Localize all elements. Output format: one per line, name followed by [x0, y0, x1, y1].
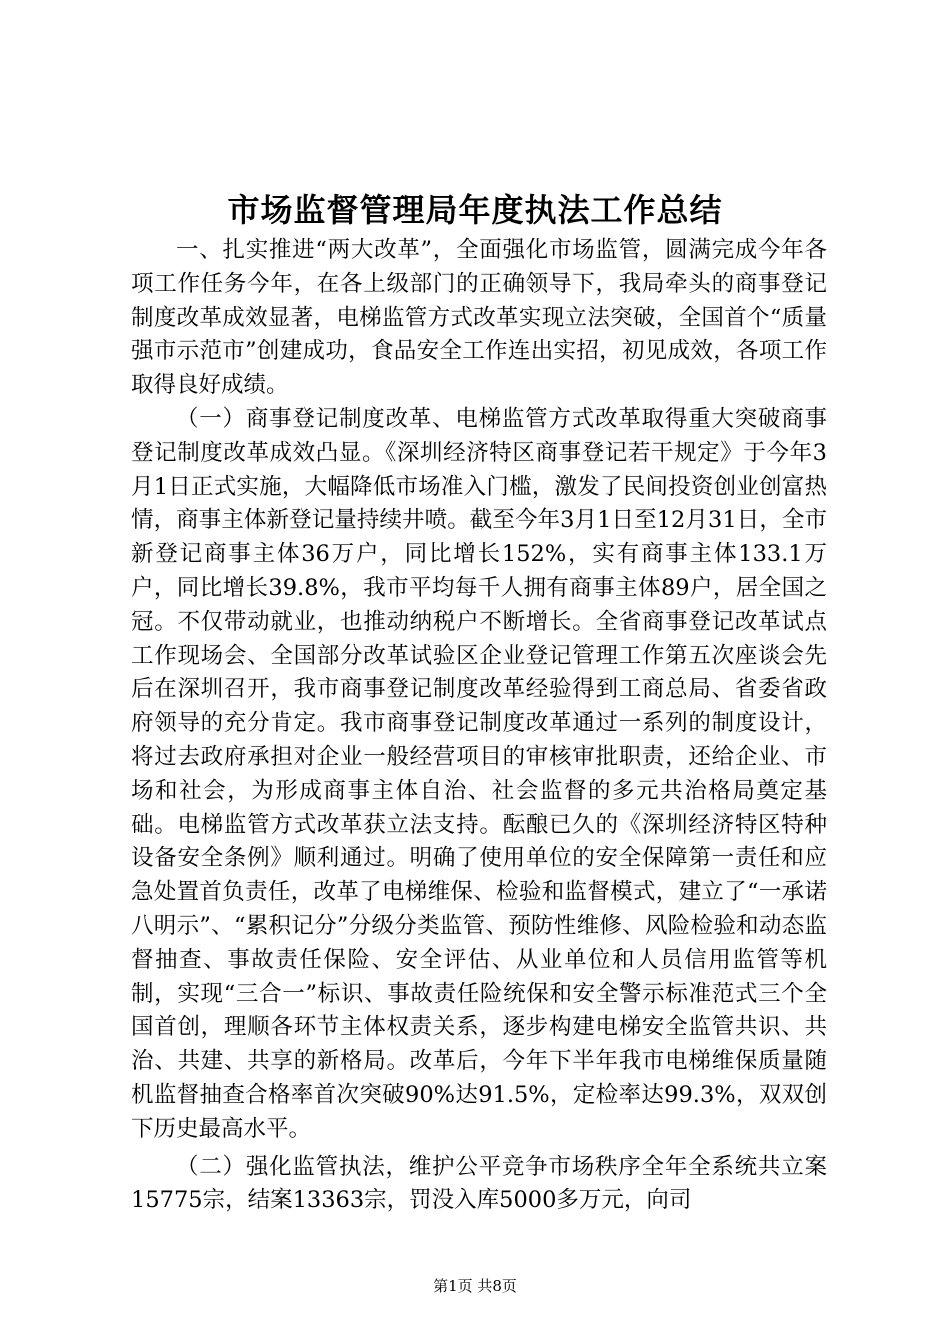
paragraph-intro: 一、扎实推进“两大改革”，全面强化市场监管，圆满完成今年各项工作任务今年，在各上级部门的正确领导下，我局牵头的商事登记制度改革成效显著，电梯监管方式改革实现立法突破，全国首个“质量强市示范市”创建成功，食品安全工作连出实招，初见成效，各项工作取得良好成绩。 [131, 237, 827, 399]
page-number-footer: 第1页 共8页 [433, 1277, 517, 1295]
document-title: 市场监督管理局年度执法工作总结 [227, 191, 723, 229]
paragraph-section-1: （一）商事登记制度改革、电梯监管方式改革取得重大突破商事登记制度改革成效凸显。《深圳经济特区商事登记若干规定》于今年3月1日正式实施，大幅降低市场准入门槛，激发了民间投资创业创富热情，商事主体新登记量持续井喷。截至今年3月1日至12月31日，全市新登记商事主体36万户，同比增长152%，实有商事主体133.1万户，同比增长39.8%，我市平均每千人拥有商事主体89户，居全国之冠。不仅带动就业，也推动纳税户不断增长。全省商事登记改革试点工作现场会、全国部分改革试验区企业登记管理工作第五次座谈会先后在深圳召开，我市商事登记制度改革经验得到工商总局、省委省政府领导的充分肯定。我市商事登记制度改革通过一系列的制度设计，将过去政府承担对企业一般经营项目的审核审批职责，还给企业、市场和社会，为形成商事主体自治、社会监督的多元共治格局奠定基础。电梯监管方式改革获立法支持。酝酿已久的《深圳经济特区特种设备安全条例》顺利通过。明确了使用单位的安全保障第一责任和应急处置首负责任，改革了电梯维保、检验和监督模式，建立了“一承诺八明示”、“累积记分”分级分类监管、预防性维修、风险检验和动态监督抽查、事故责任保险、安全评估、从业单位和人员信用监管等机制，实现“三合一”标识、事故责任险统保和安全警示标准范式三个全国首创，理顺各环节主体权责关系，逐步构建电梯安全监管共识、共治、共建、共享的新格局。改革后，今年下半年我市电梯维保质量随机监督抽查合格率首次突破90%达91.5%，定检率达99.3%，双双创下历史最高水平。 [131, 405, 827, 1142]
paragraph-section-2: （二）强化监管执法，维护公平竞争市场秩序全年全系统共立案15775宗，结案13363宗，罚没入库5000多万元，向司 [131, 1153, 827, 1214]
document-body [131, 234, 827, 1218]
